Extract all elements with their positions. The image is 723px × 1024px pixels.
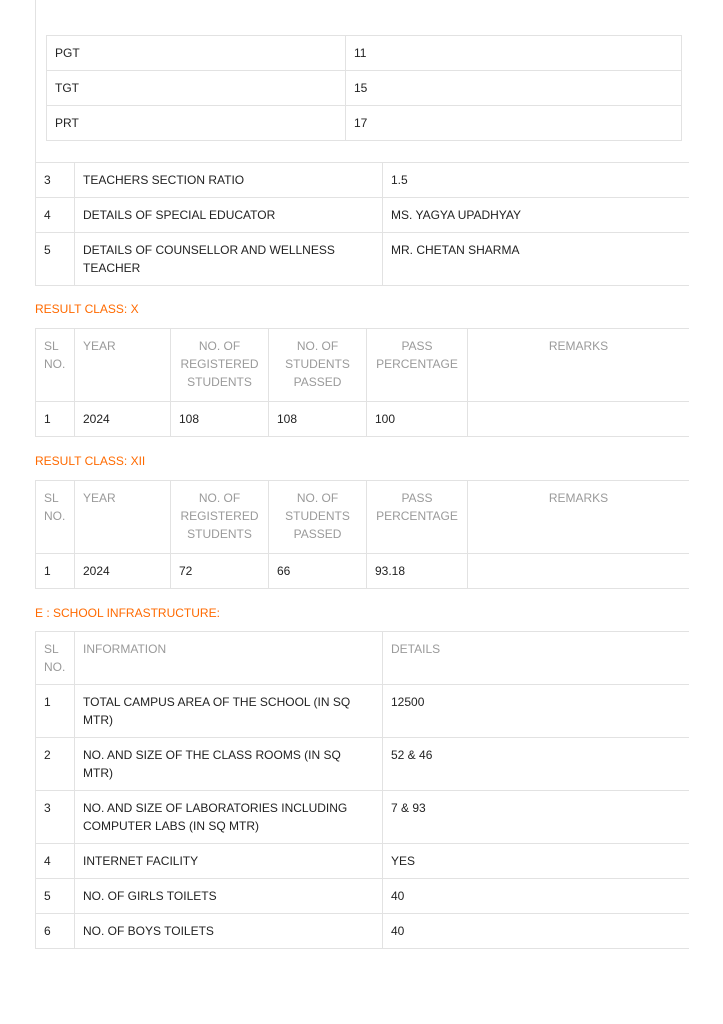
info-cell: NO. OF GIRLS TOILETS [75, 879, 383, 914]
details-cell: MR. CHETAN SHARMA [383, 233, 690, 286]
remarks-cell [468, 554, 690, 589]
col-header-percentage: PASS PERCENTAGE [367, 329, 468, 402]
year-cell: 2024 [75, 402, 171, 437]
col-header-registered: NO. OF REGISTERED STUDENTS [171, 329, 269, 402]
sl-no: 6 [36, 914, 75, 949]
result-xii-title: RESULT CLASS: XII [35, 454, 146, 468]
sl-no: 1 [36, 685, 75, 738]
infrastructure-title: E : SCHOOL INFRASTRUCTURE: [35, 606, 220, 620]
registered-cell: 72 [171, 554, 269, 589]
table-row [47, 36, 682, 71]
general-info-table [35, 162, 689, 286]
result-xii-table [35, 480, 689, 589]
table-row [47, 71, 682, 106]
sl-no: 3 [36, 791, 75, 844]
table-row [47, 106, 682, 141]
col-header-sl: SL NO. [36, 329, 75, 402]
year-cell: 2024 [75, 554, 171, 589]
details-cell: MS. YAGYA UPADHYAY [383, 198, 690, 233]
result-x-table [35, 328, 689, 437]
col-header-information: INFORMATION [75, 632, 383, 685]
sl-no: 1 [36, 554, 75, 589]
table-header-row [36, 329, 690, 402]
sl-no: 4 [36, 198, 75, 233]
sl-no: 5 [36, 233, 75, 286]
table-row [36, 163, 690, 198]
sl-no: 2 [36, 738, 75, 791]
result-x-title: RESULT CLASS: X [35, 302, 139, 316]
col-header-year: YEAR [75, 481, 171, 554]
col-header-year: YEAR [75, 329, 171, 402]
table-row [36, 738, 690, 791]
details-cell: YES [383, 844, 690, 879]
staff-label: PGT [47, 36, 346, 71]
staff-value: 15 [346, 71, 682, 106]
percentage-cell: 93.18 [367, 554, 468, 589]
infrastructure-table [35, 631, 689, 949]
table-row [36, 844, 690, 879]
col-header-sl: SL NO. [36, 632, 75, 685]
table-row [36, 402, 690, 437]
sl-no: 4 [36, 844, 75, 879]
col-header-passed: NO. OF STUDENTS PASSED [269, 481, 367, 554]
table-row [36, 554, 690, 589]
sl-no: 3 [36, 163, 75, 198]
table-row [36, 879, 690, 914]
details-cell: 1.5 [383, 163, 690, 198]
col-header-remarks: REMARKS [468, 329, 690, 402]
staff-label: PRT [47, 106, 346, 141]
details-cell: 7 & 93 [383, 791, 690, 844]
table-row [36, 791, 690, 844]
col-header-details: DETAILS [383, 632, 690, 685]
info-cell: TOTAL CAMPUS AREA OF THE SCHOOL (IN SQ MTR) [75, 685, 383, 738]
details-cell: 40 [383, 914, 690, 949]
staff-value: 17 [346, 106, 682, 141]
col-header-sl: SL NO. [36, 481, 75, 554]
staff-label: TGT [47, 71, 346, 106]
remarks-cell [468, 402, 690, 437]
details-cell: 52 & 46 [383, 738, 690, 791]
registered-cell: 108 [171, 402, 269, 437]
details-cell: 12500 [383, 685, 690, 738]
staff-block-border [35, 0, 36, 162]
col-header-registered: NO. OF REGISTERED STUDENTS [171, 481, 269, 554]
passed-cell: 66 [269, 554, 367, 589]
percentage-cell: 100 [367, 402, 468, 437]
table-row [36, 233, 690, 286]
info-cell: NO. OF BOYS TOILETS [75, 914, 383, 949]
table-header-row [36, 632, 690, 685]
staff-table [46, 35, 682, 141]
table-row [36, 198, 690, 233]
passed-cell: 108 [269, 402, 367, 437]
table-header-row [36, 481, 690, 554]
col-header-percentage: PASS PERCENTAGE [367, 481, 468, 554]
sl-no: 1 [36, 402, 75, 437]
info-cell: TEACHERS SECTION RATIO [75, 163, 383, 198]
staff-value: 11 [354, 46, 367, 60]
col-header-passed: NO. OF STUDENTS PASSED [269, 329, 367, 402]
table-row [36, 914, 690, 949]
details-cell: 40 [383, 879, 690, 914]
info-cell: INTERNET FACILITY [75, 844, 383, 879]
info-cell: NO. AND SIZE OF THE CLASS ROOMS (IN SQ MTR) [75, 738, 383, 791]
sl-no: 5 [36, 879, 75, 914]
info-cell: NO. AND SIZE OF LABORATORIES INCLUDING COMPUTER LABS (IN SQ MTR) [75, 791, 383, 844]
col-header-remarks: REMARKS [468, 481, 690, 554]
info-cell: DETAILS OF SPECIAL EDUCATOR [75, 198, 383, 233]
info-cell: DETAILS OF COUNSELLOR AND WELLNESS TEACHER [75, 233, 383, 286]
table-row [36, 685, 690, 738]
